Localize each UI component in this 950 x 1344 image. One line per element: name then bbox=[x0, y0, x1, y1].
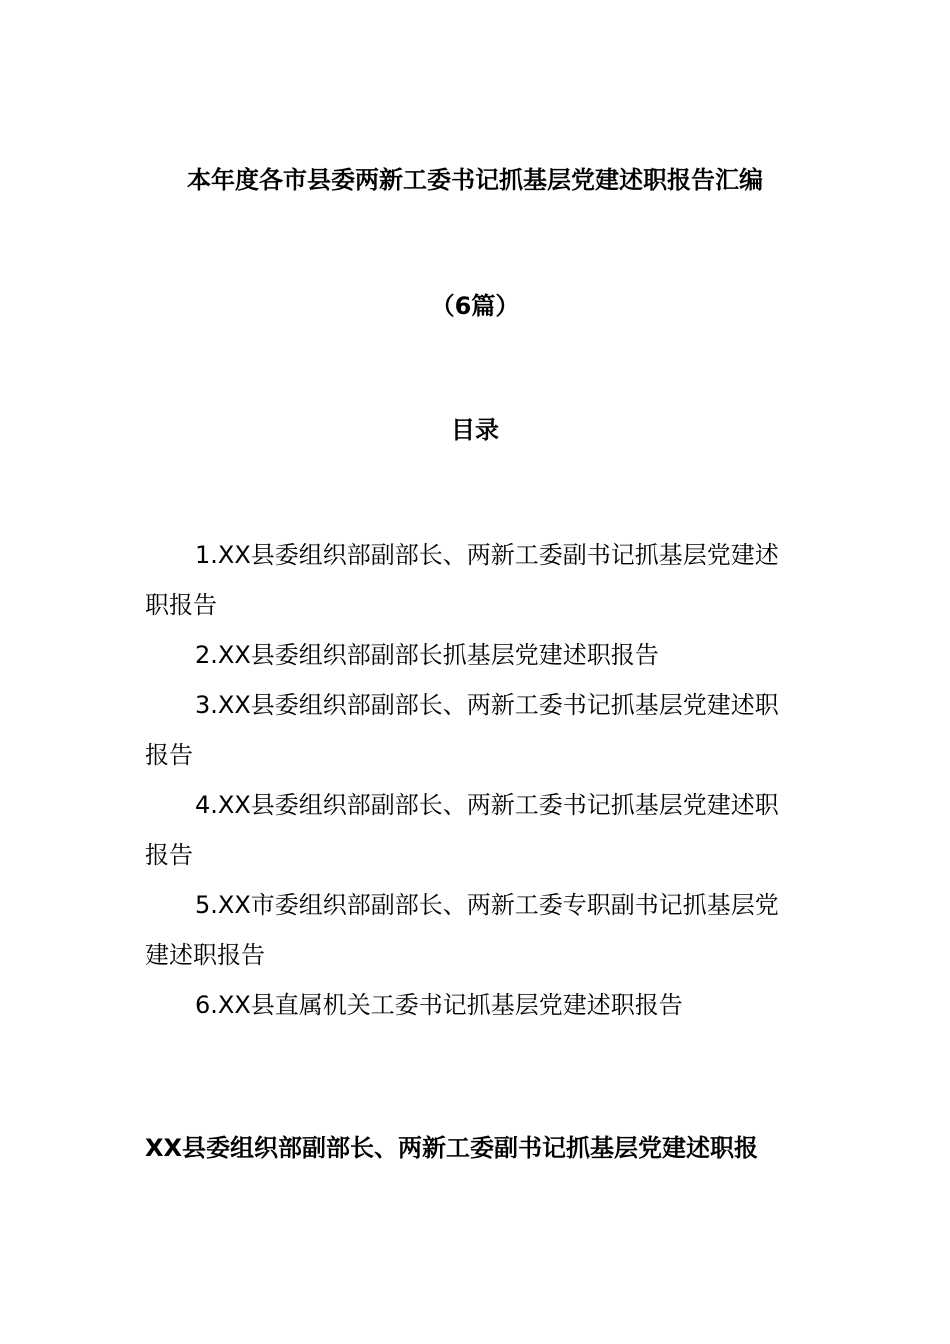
table-of-contents bbox=[145, 530, 799, 1030]
toc-item[interactable]: 4.XX县委组织部副部长、两新工委书记抓基层党建述职报告 bbox=[145, 791, 779, 869]
section-title: XX县委组织部副部长、两新工委副书记抓基层党建述职报 bbox=[145, 1134, 759, 1162]
toc-item[interactable]: 3.XX县委组织部副部长、两新工委书记抓基层党建述职报告 bbox=[145, 691, 779, 769]
document-title: 本年度各市县委两新工委书记抓基层党建述职报告汇编 bbox=[187, 166, 763, 194]
toc-item[interactable]: 1.XX县委组织部副部长、两新工委副书记抓基层党建述职报告 bbox=[145, 541, 779, 619]
toc-item[interactable]: 5.XX市委组织部副部长、两新工委专职副书记抓基层党建述职报告 bbox=[145, 891, 779, 969]
document-count: （6篇） bbox=[430, 292, 520, 320]
toc-item[interactable]: 2.XX县委组织部副部长抓基层党建述职报告 bbox=[195, 641, 659, 669]
toc-item[interactable]: 6.XX县直属机关工委书记抓基层党建述职报告 bbox=[195, 991, 683, 1019]
toc-heading: 目录 bbox=[451, 416, 499, 444]
